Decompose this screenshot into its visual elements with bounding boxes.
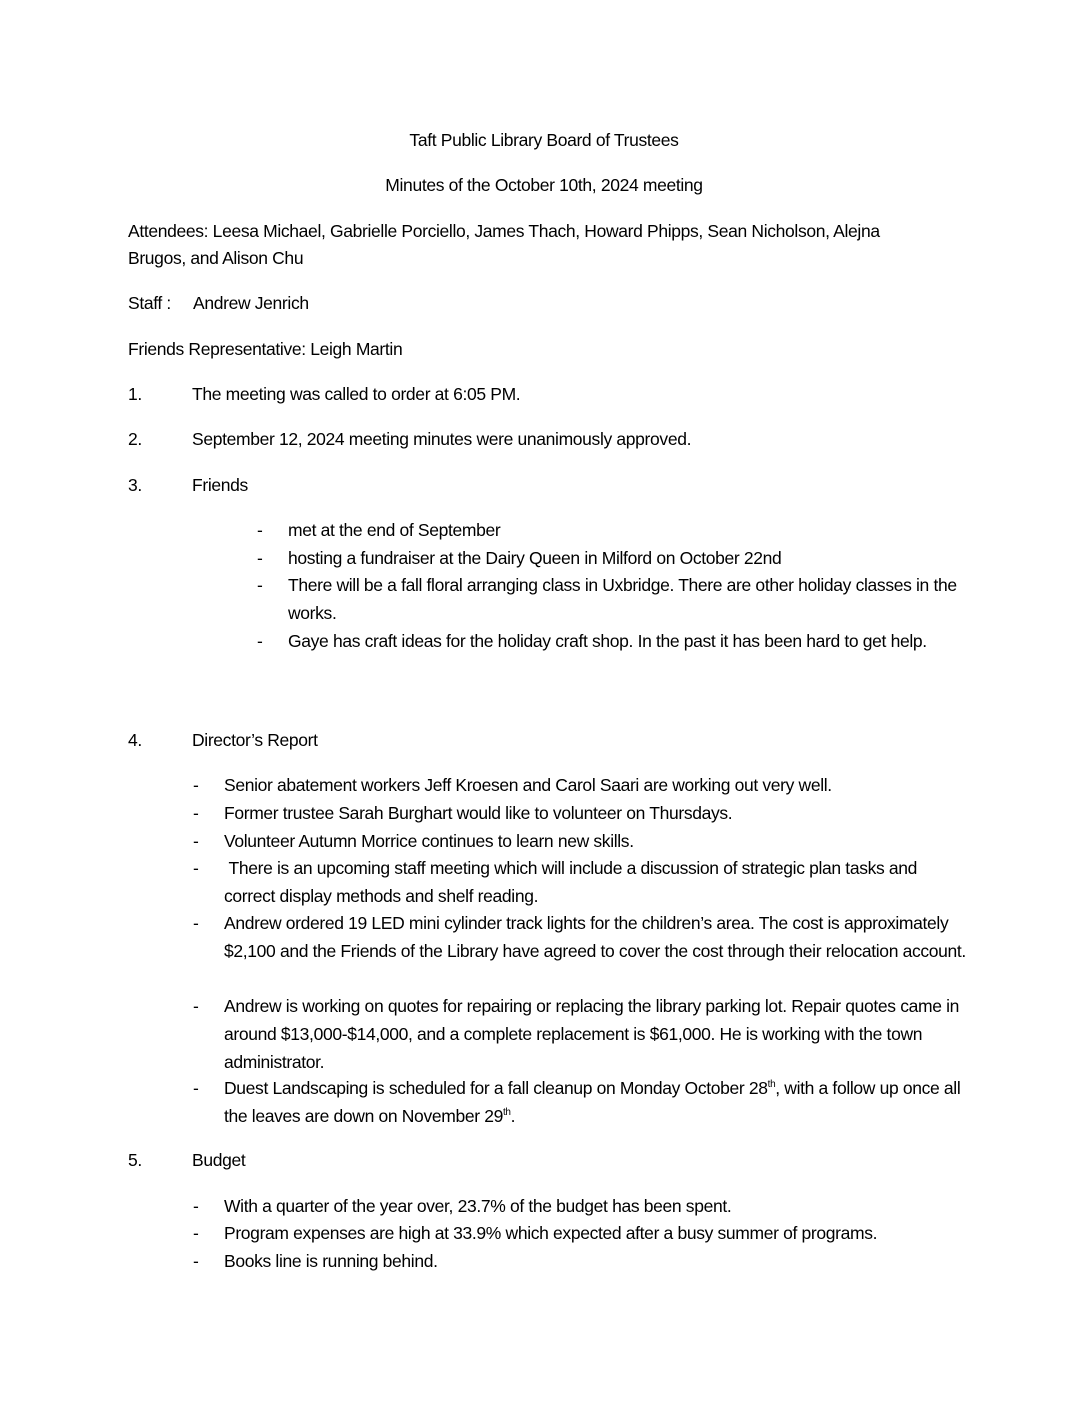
landscaping-text-part: Duest Landscaping is scheduled for a fall cleanup on Monday October 28 bbox=[224, 1078, 768, 1098]
landscaping-text-part: , with a follow up once all the leaves are down on November 29 bbox=[224, 1078, 961, 1126]
item-call-to-order: The meeting was called to order at 6:05 PM. bbox=[192, 384, 521, 404]
item-directors-report-heading: Director’s Report bbox=[192, 730, 318, 750]
bullet-dash: - bbox=[257, 520, 263, 540]
staff-name: Andrew Jenrich bbox=[193, 293, 309, 313]
director-bullet-item: Volunteer Autumn Morrice continues to learn new skills. bbox=[224, 831, 634, 851]
bullet-dash: - bbox=[193, 913, 199, 933]
item-number: 5. bbox=[128, 1150, 142, 1170]
attendees-line-1: Attendees: Leesa Michael, Gabrielle Porciello, James Thach, Howard Phipps, Sean Nicholson, Alejna bbox=[128, 221, 880, 241]
staff-label: Staff : bbox=[128, 293, 171, 313]
bullet-dash: - bbox=[193, 1251, 199, 1271]
bullet-dash: - bbox=[257, 631, 263, 651]
bullet-dash: - bbox=[193, 858, 199, 878]
document-title: Taft Public Library Board of Trustees bbox=[409, 130, 679, 150]
item-budget-heading: Budget bbox=[192, 1150, 246, 1170]
item-friends-heading: Friends bbox=[192, 475, 248, 495]
item-minutes-approved: September 12, 2024 meeting minutes were unanimously approved. bbox=[192, 429, 692, 449]
director-bullet-item-landscaping bbox=[224, 1074, 974, 1130]
landscaping-text-part: . bbox=[510, 1106, 516, 1126]
director-bullet-item: Former trustee Sarah Burghart would like to volunteer on Thursdays. bbox=[224, 803, 733, 823]
bullet-dash: - bbox=[193, 803, 199, 823]
director-bullet-item: There is an upcoming staff meeting which will include a discussion of strategic plan tasks and correct display methods and shelf reading. bbox=[224, 858, 922, 906]
director-bullet-item: Andrew ordered 19 LED mini cylinder track lights for the children’s area. The cost is approximately $2,100 and the Friends of the Library have agreed to cover the cost through their relocation account. bbox=[224, 913, 966, 961]
budget-bullet-item: With a quarter of the year over, 23.7% of the budget has been spent. bbox=[224, 1196, 732, 1216]
bullet-dash: - bbox=[193, 1078, 199, 1098]
ordinal-suffix: th bbox=[767, 1079, 776, 1091]
document-subtitle: Minutes of the October 10th, 2024 meeting bbox=[385, 175, 703, 195]
friends-bullet-item: There will be a fall floral arranging class in Uxbridge. There are other holiday classes in the works. bbox=[288, 575, 957, 623]
staff-line bbox=[128, 292, 309, 314]
item-number: 2. bbox=[128, 429, 142, 449]
budget-bullet-item: Program expenses are high at 33.9% which expected after a busy summer of programs. bbox=[224, 1223, 878, 1243]
budget-bullet-item: Books line is running behind. bbox=[224, 1251, 438, 1271]
item-number: 3. bbox=[128, 475, 142, 495]
bullet-dash: - bbox=[193, 996, 199, 1016]
friends-representative: Friends Representative: Leigh Martin bbox=[128, 339, 403, 359]
bullet-dash: - bbox=[193, 831, 199, 851]
bullet-dash: - bbox=[257, 548, 263, 568]
item-number: 4. bbox=[128, 730, 142, 750]
friends-bullet-item: met at the end of September bbox=[288, 520, 501, 540]
bullet-dash: - bbox=[257, 575, 263, 595]
director-bullet-item: Andrew is working on quotes for repairing or replacing the library parking lot. Repair quotes came in around $13,000-$14,000, and a complete replacement is $61,000. He is working with the town administrator. bbox=[224, 996, 960, 1072]
bullet-dash: - bbox=[193, 1196, 199, 1216]
bullet-dash: - bbox=[193, 1223, 199, 1243]
friends-bullet-item: Gaye has craft ideas for the holiday craft shop. In the past it has been hard to get help. bbox=[288, 631, 927, 651]
item-number: 1. bbox=[128, 384, 142, 404]
bullet-dash: - bbox=[193, 775, 199, 795]
friends-bullet-item: hosting a fundraiser at the Dairy Queen in Milford on October 22nd bbox=[288, 548, 782, 568]
attendees-line-2: Brugos, and Alison Chu bbox=[128, 248, 304, 268]
director-bullet-item: Senior abatement workers Jeff Kroesen and Carol Saari are working out very well. bbox=[224, 775, 832, 795]
ordinal-suffix: th bbox=[502, 1107, 511, 1119]
